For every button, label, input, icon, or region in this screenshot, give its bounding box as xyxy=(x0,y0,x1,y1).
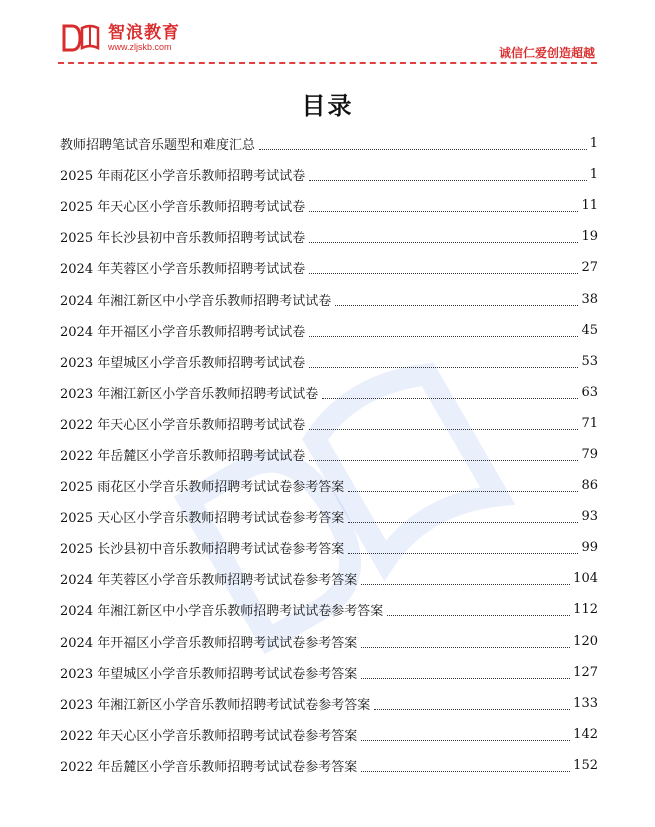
toc-dot-leader xyxy=(309,201,578,212)
toc-entry-page: 120 xyxy=(573,633,598,649)
toc-entry-label: 2022 年岳麓区小学音乐教师招聘考试试卷 xyxy=(60,448,306,464)
toc-entry-page: 152 xyxy=(573,757,598,773)
toc-dot-leader xyxy=(361,574,570,585)
toc-entry-label: 2024 年芙蓉区小学音乐教师招聘考试试卷 xyxy=(60,262,306,278)
header-slogan: 诚信仁爱创造超越 xyxy=(498,46,595,60)
toc-entry-page: 93 xyxy=(581,509,598,525)
toc-entry-page: 63 xyxy=(581,384,598,400)
toc-dot-leader xyxy=(361,637,570,648)
toc-entry-page: 27 xyxy=(581,260,598,276)
toc-entry-page: 104 xyxy=(573,571,598,587)
toc-dot-leader xyxy=(309,357,578,368)
toc-dot-leader xyxy=(348,481,578,492)
toc-dot-leader xyxy=(309,263,578,274)
toc-entry[interactable] xyxy=(60,657,598,688)
toc-entry-page: 142 xyxy=(573,726,598,742)
toc-entry[interactable] xyxy=(60,563,598,594)
toc-entry[interactable] xyxy=(60,221,598,252)
brand-name: 智浪教育 xyxy=(108,22,180,43)
toc-entry[interactable] xyxy=(60,190,598,221)
toc-dot-leader xyxy=(374,699,570,710)
page-header xyxy=(0,0,655,70)
toc-entry-page: 38 xyxy=(581,291,598,307)
toc-dot-leader xyxy=(361,730,570,741)
toc-entry[interactable] xyxy=(60,377,598,408)
toc-entry[interactable] xyxy=(60,408,598,439)
book-logo-icon xyxy=(60,22,104,54)
toc-entry[interactable] xyxy=(60,688,598,719)
toc-entry-page: 1 xyxy=(589,167,598,183)
toc-entry-page: 112 xyxy=(573,602,598,618)
toc-entry-page: 86 xyxy=(581,478,598,494)
toc-entry[interactable] xyxy=(60,626,598,657)
toc-title: 目录 xyxy=(301,92,354,120)
header-divider xyxy=(58,62,597,64)
toc-entry-label: 教师招聘笔试音乐题型和难度汇总 xyxy=(60,138,256,154)
toc-entry-label: 2025 年天心区小学音乐教师招聘考试试卷 xyxy=(60,200,306,216)
toc-dot-leader xyxy=(361,761,570,772)
toc-dot-leader xyxy=(309,419,578,430)
toc-dot-leader xyxy=(309,170,587,181)
toc-entry-label: 2025 长沙县初中音乐教师招聘考试试卷参考答案 xyxy=(60,542,345,558)
toc-entry-page: 133 xyxy=(573,695,598,711)
toc-entry[interactable] xyxy=(60,252,598,283)
toc-entry[interactable] xyxy=(60,439,598,470)
toc-entry[interactable] xyxy=(60,283,598,314)
toc-entry-page: 53 xyxy=(581,353,598,369)
toc-entry-label: 2025 雨花区小学音乐教师招聘考试试卷参考答案 xyxy=(60,480,345,496)
toc-entry[interactable] xyxy=(60,470,598,501)
toc-dot-leader xyxy=(309,450,578,461)
toc-entry-label: 2025 天心区小学音乐教师招聘考试试卷参考答案 xyxy=(60,511,345,527)
toc-dot-leader xyxy=(348,543,578,554)
toc-entry-label: 2023 年湘江新区小学音乐教师招聘考试试卷 xyxy=(60,386,319,402)
toc-entry-page: 45 xyxy=(581,322,598,338)
toc-entry-label: 2023 年望城区小学音乐教师招聘考试试卷 xyxy=(60,355,306,371)
toc-dot-leader xyxy=(309,232,578,243)
toc-entry[interactable] xyxy=(60,501,598,532)
toc-entry-label: 2022 年岳麓区小学音乐教师招聘考试试卷参考答案 xyxy=(60,759,358,775)
toc-entry[interactable] xyxy=(60,594,598,625)
toc-entry-label: 2025 年雨花区小学音乐教师招聘考试试卷 xyxy=(60,169,306,185)
toc-entry-page: 11 xyxy=(581,198,598,214)
toc-dot-leader xyxy=(335,295,578,306)
toc-entry[interactable] xyxy=(60,346,598,377)
toc-entry-label: 2024 年开福区小学音乐教师招聘考试试卷 xyxy=(60,324,306,340)
toc-dot-leader xyxy=(322,388,578,399)
toc-entry-label: 2022 年天心区小学音乐教师招聘考试试卷 xyxy=(60,417,306,433)
toc-entry[interactable] xyxy=(60,159,598,190)
toc-entry-page: 1 xyxy=(589,136,598,152)
toc-entry-page: 71 xyxy=(581,415,598,431)
toc-entry-page: 19 xyxy=(581,229,598,245)
toc-entry[interactable] xyxy=(60,719,598,750)
toc-entry-label: 2024 年开福区小学音乐教师招聘考试试卷参考答案 xyxy=(60,635,358,651)
toc-entry-label: 2024 年芙蓉区小学音乐教师招聘考试试卷参考答案 xyxy=(60,573,358,589)
brand-logo xyxy=(60,22,180,54)
toc-entry-label: 2023 年湘江新区小学音乐教师招聘考试试卷参考答案 xyxy=(60,697,371,713)
toc-entry-page: 99 xyxy=(581,540,598,556)
toc-entry-page: 127 xyxy=(573,664,598,680)
toc-dot-leader xyxy=(387,605,570,616)
brand-url: www.zljskb.com xyxy=(108,41,172,52)
toc-entry-page: 79 xyxy=(581,446,598,462)
toc-entry[interactable] xyxy=(60,532,598,563)
toc-entry-label: 2025 年长沙县初中音乐教师招聘考试试卷 xyxy=(60,231,306,247)
toc-dot-leader xyxy=(309,326,578,337)
toc-dot-leader xyxy=(348,512,578,523)
table-of-contents xyxy=(60,128,598,781)
toc-dot-leader xyxy=(361,668,570,679)
toc-entry[interactable] xyxy=(60,128,598,159)
toc-entry[interactable] xyxy=(60,750,598,781)
toc-entry-label: 2024 年湘江新区中小学音乐教师招聘考试试卷 xyxy=(60,293,332,309)
toc-entry-label: 2024 年湘江新区中小学音乐教师招聘考试试卷参考答案 xyxy=(60,604,384,620)
toc-entry[interactable] xyxy=(60,315,598,346)
toc-entry-label: 2022 年天心区小学音乐教师招聘考试试卷参考答案 xyxy=(60,728,358,744)
toc-entry-label: 2023 年望城区小学音乐教师招聘考试试卷参考答案 xyxy=(60,666,358,682)
toc-dot-leader xyxy=(259,139,587,150)
